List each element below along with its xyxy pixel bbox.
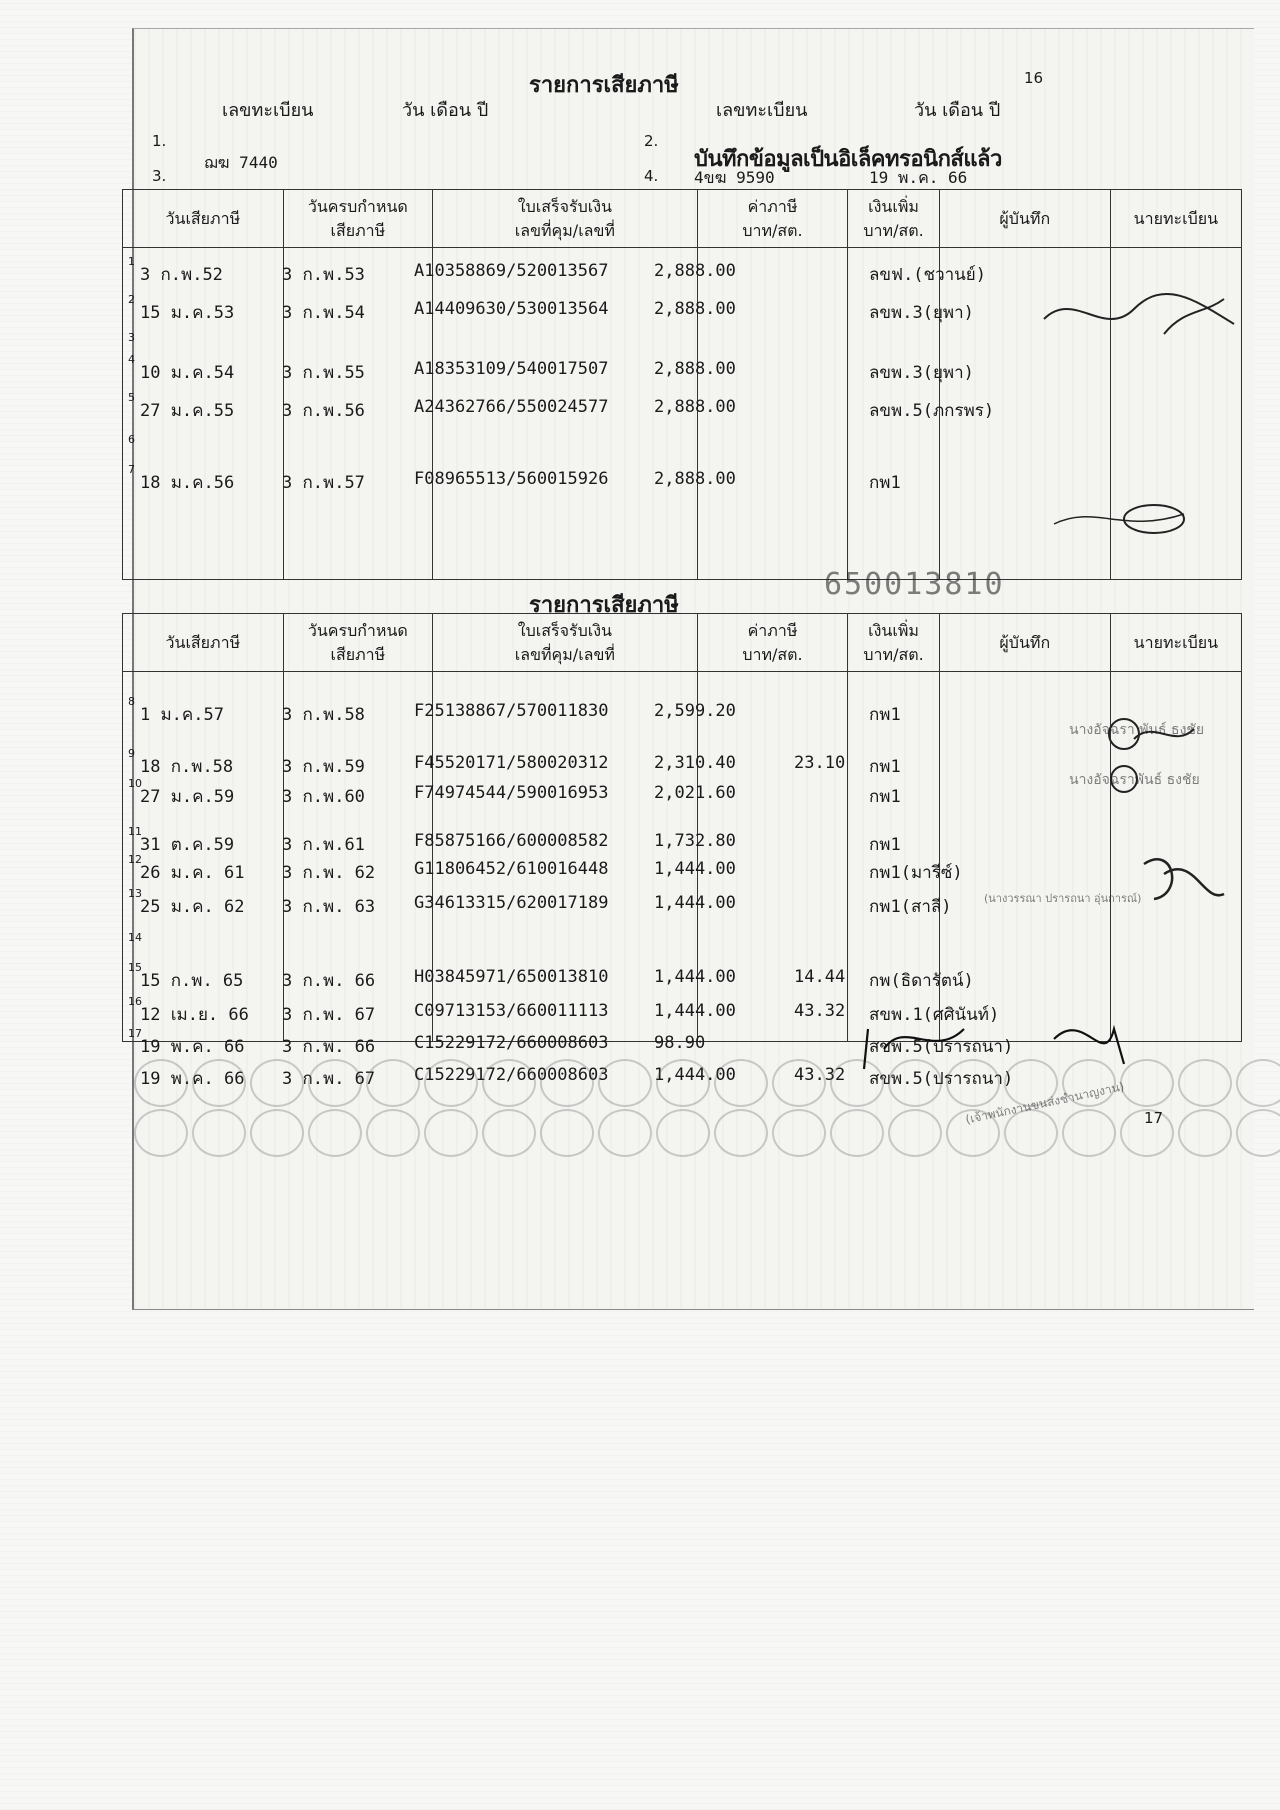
cell-receipt: G34613315/620017189 — [414, 893, 609, 913]
cell-date: 19 พ.ค. 66 — [140, 1037, 245, 1057]
stamp-date: 19 พ.ค. 66 — [869, 168, 968, 187]
cell-receipt: F45520171/580020312 — [414, 753, 609, 773]
mid-stamp-number: 650013810 — [824, 567, 1005, 602]
electronic-stamp: บันทึกข้อมูลเป็นอิเล็คทรอนิกส์แล้ว — [694, 147, 1002, 172]
seal-stamp-icon — [482, 1059, 536, 1107]
cell-tax: 2,888.00 — [654, 299, 736, 319]
cell-due: 3 ก.พ.57 — [282, 473, 365, 493]
cell-by: สขพ.1(ศศินันท์) — [869, 1005, 1000, 1025]
seal-stamp-icon — [366, 1059, 420, 1107]
col-header: ค่าภาษี บาท/สต. — [697, 614, 847, 672]
seal-stamp-icon — [540, 1109, 594, 1157]
signature-mark — [1134, 844, 1234, 914]
cell-extra: 43.32 — [794, 1065, 846, 1085]
cell-tax: 2,888.00 — [654, 469, 736, 489]
cell-receipt: A24362766/550024577 — [414, 397, 609, 417]
cell-date: 15 ม.ค.53 — [140, 303, 235, 323]
seal-stamp-icon — [134, 1059, 188, 1107]
cell-by: กพ1 — [869, 787, 901, 807]
cell-due: 3 ก.พ.56 — [282, 401, 365, 421]
cell-by: กพ1(สาลี) — [869, 897, 952, 917]
col-header: นายทะเบียน — [1110, 190, 1241, 248]
row-number: 9 — [128, 747, 135, 760]
seal-stamp-icon — [308, 1109, 362, 1157]
cell-date: 12 เม.ย. 66 — [140, 1005, 249, 1025]
col-header: เงินเพิ่ม บาท/สต. — [848, 190, 940, 248]
cell-due: 3 ก.พ.53 — [282, 265, 365, 285]
cell-date: 26 ม.ค. 61 — [140, 863, 245, 883]
seal-stamp-icon — [192, 1059, 246, 1107]
seal-stamp-icon — [598, 1059, 652, 1107]
left-reg-label: เลขทะเบียน — [222, 100, 314, 121]
cell-tax: 2,021.60 — [654, 783, 736, 803]
seal-stamp-icon — [540, 1059, 594, 1107]
registration-value: ฌฆ 7440 — [204, 153, 278, 172]
cell-date: 25 ม.ค. 62 — [140, 897, 245, 917]
bottom-title: รายการเสียภาษี — [529, 593, 679, 618]
seal-stamp-icon — [714, 1109, 768, 1157]
cell-by: กพ1 — [869, 473, 901, 493]
seal-stamp-icon — [772, 1059, 826, 1107]
right-reg-label: เลขทะเบียน — [716, 100, 808, 121]
row-number: 11 — [128, 825, 142, 838]
cell-due: 3 ก.พ.54 — [282, 303, 365, 323]
seal-stamp-icon — [134, 1109, 188, 1157]
cell-due: 3 ก.พ. 66 — [282, 971, 376, 991]
seal-stamp-icon — [656, 1059, 710, 1107]
cell-tax: 98.90 — [654, 1033, 706, 1053]
row-number: 8 — [128, 695, 135, 708]
cell-tax: 1,444.00 — [654, 1001, 736, 1021]
cell-by: ลขฟ.(ชวานย์) — [869, 265, 986, 285]
cell-tax: 1,444.00 — [654, 967, 736, 987]
row-number: 15 — [128, 961, 142, 974]
signature-mark — [854, 1009, 1174, 1079]
cell-tax: 2,310.40 — [654, 753, 736, 773]
right-date-label: วัน เดือน ปี — [914, 100, 1001, 121]
col-header: ค่าภาษี บาท/สต. — [697, 190, 847, 248]
cell-by: สขพ.5(ปรารถนา) — [869, 1069, 1014, 1089]
row-number: 1 — [128, 255, 135, 268]
cell-tax: 2,888.00 — [654, 261, 736, 281]
cell-tax: 1,444.00 — [654, 859, 736, 879]
cell-extra: 14.44 — [794, 967, 846, 987]
cell-receipt: C09713153/660011113 — [414, 1001, 609, 1021]
cell-due: 3 ก.พ. 66 — [282, 1037, 376, 1057]
cell-due: 3 ก.พ. 62 — [282, 863, 376, 883]
cell-date: 19 พ.ค. 66 — [140, 1069, 245, 1089]
seal-stamp-icon — [1236, 1109, 1280, 1157]
cell-by: กพ1 — [869, 757, 901, 777]
seal-stamp-icon — [830, 1109, 884, 1157]
cell-by: สขพ.5(ปรารถนา) — [869, 1037, 1014, 1057]
cell-extra: 43.32 — [794, 1001, 846, 1021]
row-number: 4 — [128, 353, 135, 366]
cell-by: กพ1(มารีซ์) — [869, 863, 963, 883]
seal-stamp-icon — [424, 1109, 478, 1157]
seal-stamp-icon — [250, 1109, 304, 1157]
registrar-signature-1: นางอัจฉรา พันธ์ ธงชัย — [1069, 722, 1205, 738]
cell-by: ลขพ.3(ยุพา) — [869, 303, 974, 323]
cell-by: ลขพ.3(ยุพา) — [869, 363, 974, 383]
cell-receipt: A14409630/530013564 — [414, 299, 609, 319]
row-number: 16 — [128, 995, 142, 1008]
cell-due: 3 ก.พ. 63 — [282, 897, 376, 917]
cell-receipt: C15229172/660008603 — [414, 1065, 609, 1085]
cell-receipt: F85875166/600008582 — [414, 831, 609, 851]
col-header: ใบเสร็จรับเงิน เลขที่คุม/เลขที่ — [433, 614, 698, 672]
col-header: เงินเพิ่ม บาท/สต. — [848, 614, 940, 672]
col-header: วันเสียภาษี — [123, 614, 284, 672]
col-header: ใบเสร็จรับเงิน เลขที่คุม/เลขที่ — [433, 190, 698, 248]
cell-tax: 1,732.80 — [654, 831, 736, 851]
cell-due: 3 ก.พ.55 — [282, 363, 365, 383]
seal-stamp-icon — [888, 1109, 942, 1157]
cell-extra: 23.10 — [794, 753, 846, 773]
cell-due: 3 ก.พ. 67 — [282, 1069, 376, 1089]
cell-by: กพ(ธิดารัตน์) — [869, 971, 974, 991]
cell-date: 27 ม.ค.59 — [140, 787, 235, 807]
row-number: 10 — [128, 777, 142, 790]
cell-date: 31 ต.ค.59 — [140, 835, 235, 855]
row-number: 3 — [128, 331, 135, 344]
entry-num: 1. — [152, 132, 167, 150]
cell-date: 10 ม.ค.54 — [140, 363, 235, 383]
cell-due: 3 ก.พ.60 — [282, 787, 365, 807]
cell-receipt: F08965513/560015926 — [414, 469, 609, 489]
cell-by: กพ1 — [869, 705, 901, 725]
seal-stamp-icon — [1062, 1109, 1116, 1157]
seal-stamp-icon — [250, 1059, 304, 1107]
seal-stamp-icon — [1178, 1059, 1232, 1107]
cell-receipt: A18353109/540017507 — [414, 359, 609, 379]
seal-stamp-icon — [1236, 1059, 1280, 1107]
cell-due: 3 ก.พ. 67 — [282, 1005, 376, 1025]
col-header: วันเสียภาษี — [123, 190, 284, 248]
cell-receipt: C15229172/660008603 — [414, 1033, 609, 1053]
cell-by: ลขพ.5(ภกรพร) — [869, 401, 995, 421]
entry-num: 4. — [644, 167, 659, 185]
cell-due: 3 ก.พ.59 — [282, 757, 365, 777]
registration-value: 4ขฆ 9590 — [694, 168, 775, 187]
cell-date: 27 ม.ค.55 — [140, 401, 235, 421]
cell-receipt: A10358869/520013567 — [414, 261, 609, 281]
cell-tax: 1,444.00 — [654, 893, 736, 913]
signature-mark — [1094, 709, 1214, 799]
seal-stamp-icon — [714, 1059, 768, 1107]
cell-tax: 2,888.00 — [654, 397, 736, 417]
col-header: ผู้บันทึก — [939, 614, 1110, 672]
row-number: 2 — [128, 293, 135, 306]
cell-receipt: G11806452/610016448 — [414, 859, 609, 879]
cell-date: 18 ม.ค.56 — [140, 473, 235, 493]
row-number: 7 — [128, 463, 135, 476]
officer-title: (เจ้าพนักงานขนส่งชำนาญงาน) — [964, 1079, 1126, 1127]
cell-receipt: F74974544/590016953 — [414, 783, 609, 803]
seal-stamp-icon — [424, 1059, 478, 1107]
cell-receipt: H03845971/650013810 — [414, 967, 609, 987]
cell-due: 3 ก.พ.61 — [282, 835, 365, 855]
seal-stamp-icon — [482, 1109, 536, 1157]
stamp-band — [134, 1109, 1280, 1159]
col-header: วันครบกำหนด เสียภาษี — [283, 190, 432, 248]
cell-date: 18 ก.พ.58 — [140, 757, 234, 777]
row-number: 13 — [128, 887, 142, 900]
seal-stamp-icon — [192, 1109, 246, 1157]
row-number: 12 — [128, 853, 142, 866]
seal-stamp-icon — [656, 1109, 710, 1157]
registrar-signature-3: (นางวรรณา ปรารถนา อุ่นการณ์) — [984, 892, 1142, 905]
cell-receipt: F25138867/570011830 — [414, 701, 609, 721]
seal-stamp-icon — [366, 1109, 420, 1157]
page-number-top: 16 — [1024, 69, 1044, 87]
entry-num: 3. — [152, 167, 167, 185]
seal-stamp-icon — [308, 1059, 362, 1107]
seal-stamp-icon — [598, 1109, 652, 1157]
entry-num: 2. — [644, 132, 659, 150]
cell-by: กพ1 — [869, 835, 901, 855]
cell-due: 3 ก.พ.58 — [282, 705, 365, 725]
row-number: 14 — [128, 931, 142, 944]
page-number-bottom: 17 — [1144, 1109, 1164, 1127]
row-number: 5 — [128, 391, 135, 404]
signature-mark — [1034, 489, 1234, 549]
signature-mark — [1034, 279, 1254, 349]
document-sheet — [128, 28, 1254, 1310]
cell-date: 15 ก.พ. 65 — [140, 971, 244, 991]
cell-date: 3 ก.พ.52 — [140, 265, 223, 285]
row-number: 6 — [128, 433, 135, 446]
cell-tax: 2,599.20 — [654, 701, 736, 721]
col-header: ผู้บันทึก — [939, 190, 1110, 248]
cell-tax: 1,444.00 — [654, 1065, 736, 1085]
col-header: วันครบกำหนด เสียภาษี — [283, 614, 432, 672]
cell-date: 1 ม.ค.57 — [140, 705, 224, 725]
seal-stamp-icon — [1178, 1109, 1232, 1157]
registrar-signature-2: นางอัจฉราพันธ์ ธงชัย — [1069, 772, 1200, 788]
left-date-label: วัน เดือน ปี — [402, 100, 489, 121]
top-title: รายการเสียภาษี — [529, 73, 679, 98]
seal-stamp-icon — [772, 1109, 826, 1157]
col-header: นายทะเบียน — [1110, 614, 1241, 672]
cell-tax: 2,888.00 — [654, 359, 736, 379]
row-number: 17 — [128, 1027, 142, 1040]
